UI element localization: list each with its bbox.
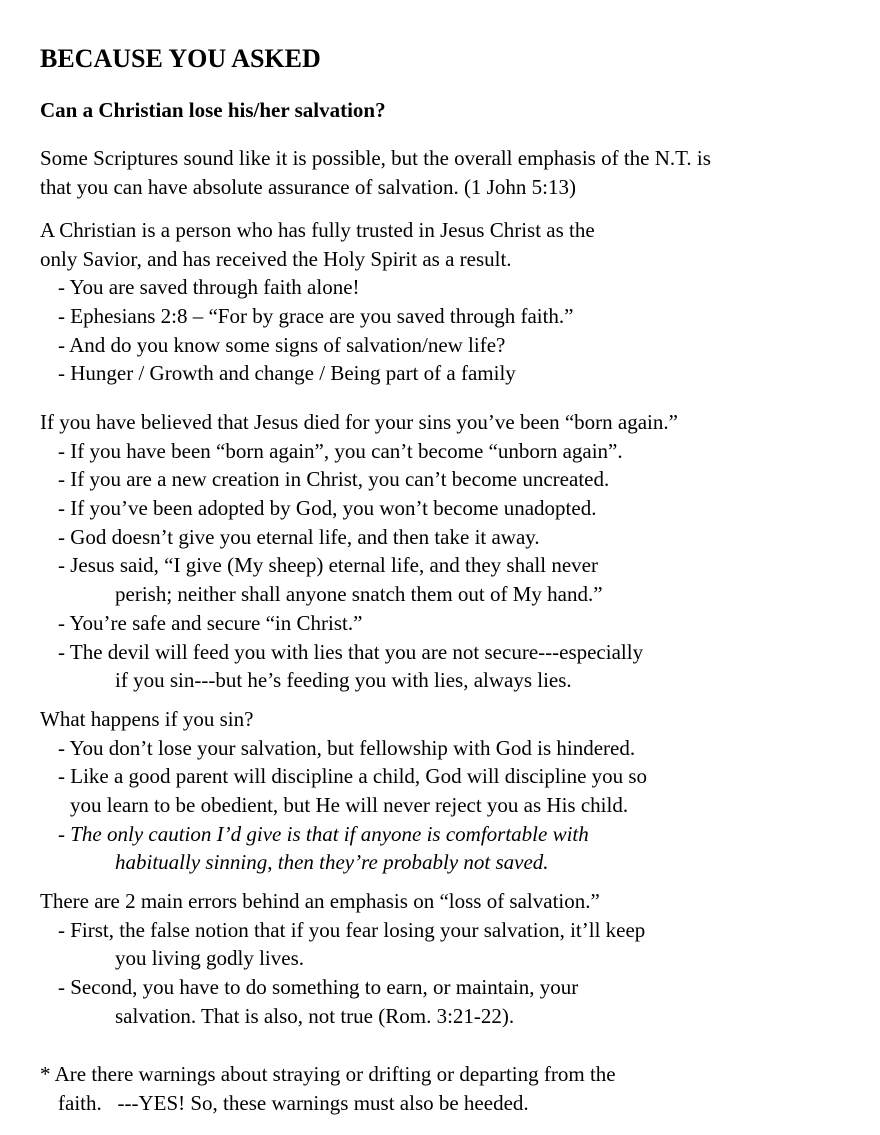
page-title: BECAUSE YOU ASKED (40, 44, 321, 73)
born-again-bullet: - You’re safe and secure “in Christ.” (58, 610, 363, 635)
intro-paragraph (40, 144, 711, 201)
born-again-bullet: - If you have been “born again”, you can’t become “unborn again”. (58, 438, 623, 463)
sin-bullet: - You don’t lose your salvation, but fellowship with God is hindered. (58, 735, 636, 760)
sin-lead: What happens if you sin? (40, 707, 254, 731)
definition-line: only Savior, and has received the Holy Spirit as a result. (40, 246, 512, 271)
sin-bullet-caution (40, 820, 647, 849)
sin-bullet-continuation: you learn to be obedient, but He will never reject you as His child. (70, 793, 629, 818)
born-again-bullet-continuation: perish; neither shall anyone snatch them out of My hand.” (115, 582, 603, 607)
born-again-bullet: - If you are a new creation in Christ, you can’t become uncreated. (58, 467, 610, 492)
born-again-bullet: - The devil will feed you with lies that you are not secure---especially (58, 639, 644, 664)
born-again-bullet: - If you’ve been adopted by God, you won’t become unadopted. (58, 496, 597, 521)
definition-line: A Christian is a person who has fully trusted in Jesus Christ as the (40, 218, 595, 242)
question-heading: Can a Christian lose his/her salvation? (40, 98, 386, 122)
warning-line: * Are there warnings about straying or drifting or departing from the (40, 1062, 616, 1086)
born-again-lead: If you have believed that Jesus died for your sins you’ve been “born again.” (40, 410, 678, 434)
caution-continuation: habitually sinning, then they’re probably not saved. (115, 850, 549, 875)
definition-section (40, 216, 595, 388)
definition-bullet: - Ephesians 2:8 – “For by grace are you saved through faith.” (58, 304, 574, 329)
definition-bullet: - Hunger / Growth and change / Being part of a family (58, 361, 516, 386)
caution-text: The only caution I’d give is that if anyone is comfortable with (70, 821, 589, 846)
errors-lead: There are 2 main errors behind an emphasis on “loss of salvation.” (40, 889, 600, 913)
born-again-bullet: - God doesn’t give you eternal life, and then take it away. (58, 524, 540, 549)
born-again-bullet: - Jesus said, “I give (My sheep) eternal life, and they shall never (58, 553, 598, 578)
intro-line: Some Scriptures sound like it is possible, but the overall emphasis of the N.T. is (40, 146, 711, 170)
warning-line: faith. ---YES! So, these warnings must also be heeded. (58, 1090, 529, 1115)
errors-bullet-continuation: you living godly lives. (115, 946, 304, 971)
born-again-section (40, 408, 678, 695)
errors-bullet: - Second, you have to do something to earn, or maintain, your (58, 975, 579, 1000)
bullet-dash: - (58, 821, 71, 846)
definition-bullet: - And do you know some signs of salvation/new life? (58, 332, 506, 357)
definition-bullet: - You are saved through faith alone! (58, 275, 360, 300)
sin-bullet: - Like a good parent will discipline a child, God will discipline you so (58, 764, 648, 789)
born-again-bullet-continuation: if you sin---but he’s feeding you with lies, always lies. (115, 668, 572, 693)
warning-note (40, 1060, 616, 1117)
sin-section (40, 705, 647, 877)
intro-line: that you can have absolute assurance of salvation. (1 John 5:13) (40, 174, 576, 199)
errors-section (40, 887, 645, 1030)
errors-bullet-continuation: salvation. That is also, not true (Rom. 3:21-22). (115, 1003, 515, 1028)
errors-bullet: - First, the false notion that if you fear losing your salvation, it’ll keep (58, 917, 646, 942)
